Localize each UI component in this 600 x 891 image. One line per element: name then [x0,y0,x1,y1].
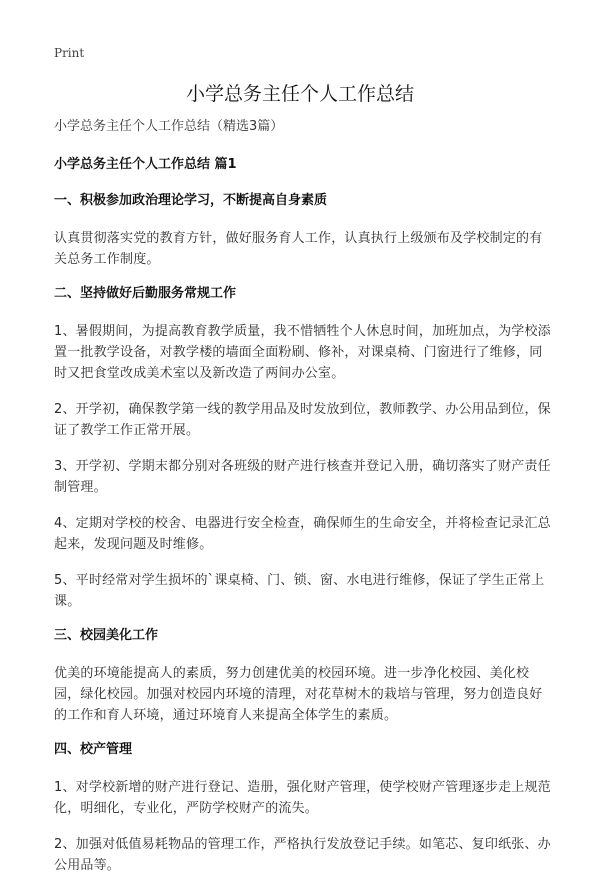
paragraph: 5、平时经常对学生损坏的`课桌椅、门、锁、窗、水电进行维修，保证了学生正常上课。 [54,573,545,609]
section-heading: 三、校园美化工作 [54,628,159,643]
paragraph: 3、开学初、学期末都分别对各班级的财产进行核查并登记入册，确切落实了财产责任制管理。 [54,459,551,495]
article-heading: 小学总务主任个人工作总结 篇1 [54,157,237,172]
section-heading: 四、校产管理 [54,742,133,757]
paragraph: 1、暑假期间，为提高教育教学质量，我不惜牺牲个人休息时间，加班加点，为学校添置一批教学设备，对教学楼的墙面全面粉刷、修补，对课桌椅、门窗进行了维修，同时又把食堂改成美术室以及新改造了两间办公室。 [54,324,551,381]
paragraph: 优美的环境能提高人的素质，努力创建优美的校园环境。进一步净化校园、美化校园，绿化校园。加强对校园内环境的清理，对花草树木的栽培与管理，努力创造良好的工作和育人环境，通过环境育人来提高全体学生的素质。 [54,666,543,723]
paragraph: 4、定期对学校的校舍、电器进行安全检查，确保师生的生命安全，并将检查记录汇总起来，发现问题及时维修。 [54,516,551,552]
section-heading: 二、坚持做好后勤服务常规工作 [54,286,237,301]
paragraph: 认真贯彻落实党的教育方针，做好服务育人工作，认真执行上级颁布及学校制定的有关总务工作制度。 [54,231,543,267]
paragraph: 1、对学校新增的财产进行登记、造册，强化财产管理，使学校财产管理逐步走上规范化，明细化，专业化，严防学校财产的流失。 [54,780,551,816]
paragraph: 2、加强对低值易耗物品的管理工作，严格执行发放登记手续。如笔芯、复印纸张、办公用品等。 [54,837,551,873]
article-subtitle: 小学总务主任个人工作总结（精选3篇） [54,119,284,134]
section-heading: 一、积极参加政治理论学习，不断提高自身素质 [54,193,328,208]
page-title: 小学总务主任个人工作总结 [185,83,414,105]
print-link[interactable]: Print [54,46,85,60]
paragraph: 2、开学初，确保教学第一线的教学用品及时发放到位，教师教学、办公用品到位，保证了教学工作正常开展。 [54,402,551,438]
article-body [54,118,552,891]
